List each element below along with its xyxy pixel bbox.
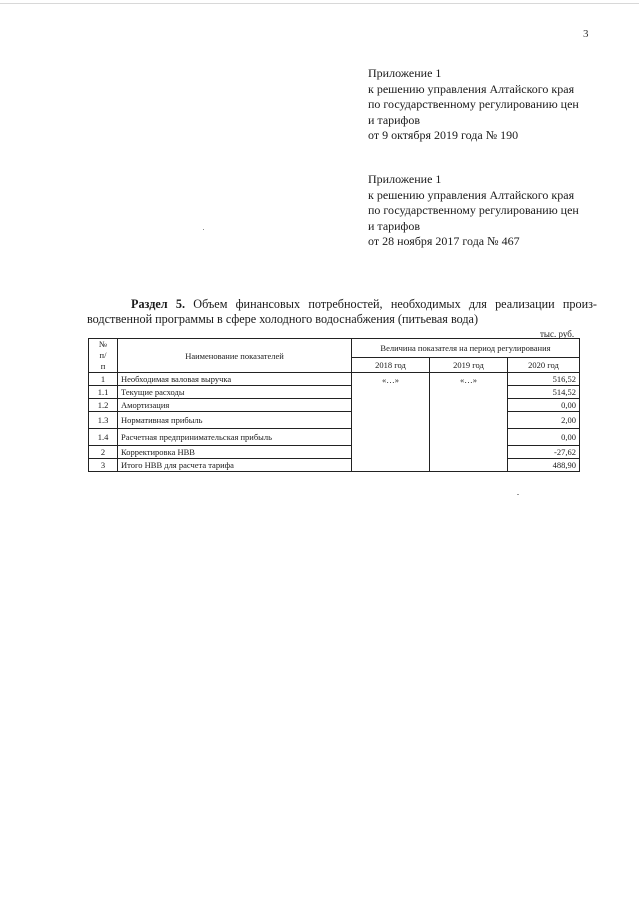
appendix-line: по государственному регулированию цен xyxy=(368,203,579,217)
header-num-part: п/ xyxy=(99,350,107,360)
row-num: 1.4 xyxy=(89,429,118,446)
table-row xyxy=(89,373,580,386)
appendix-original-block xyxy=(368,172,618,250)
omitted-2019: «…» xyxy=(430,373,508,472)
row-value-2020: 488,90 xyxy=(508,459,580,472)
header-num-part: № xyxy=(98,339,108,349)
omitted-2018: «…» xyxy=(352,373,430,472)
row-name: Необходимая валовая выручка xyxy=(118,373,352,386)
page-number: 3 xyxy=(583,28,589,40)
appendix-title: Приложение 1 xyxy=(368,172,442,186)
row-name: Корректировка НВВ xyxy=(118,446,352,459)
row-value-2020: 2,00 xyxy=(508,412,580,429)
row-name: Амортизация xyxy=(118,399,352,412)
section-heading-line2: водственной программы в сфере холодного водоснабжения (питьевая вода) xyxy=(87,312,479,326)
row-num: 1.3 xyxy=(89,412,118,429)
appendix-date: от 28 ноября 2017 года № 467 xyxy=(368,234,520,248)
unit-label: тыс. руб. xyxy=(540,329,575,339)
header-year-2020: 2020 год xyxy=(508,357,580,372)
row-value-2020: 516,52 xyxy=(508,373,580,386)
appendix-current-block xyxy=(368,66,618,144)
header-year-2018: 2018 год xyxy=(352,357,430,372)
row-value-2020: 0,00 xyxy=(508,399,580,412)
row-name: Текущие расходы xyxy=(118,386,352,399)
header-name: Наименование показателей xyxy=(118,339,352,373)
row-value-2020: 514,52 xyxy=(508,386,580,399)
row-num: 3 xyxy=(89,459,118,472)
appendix-date: от 9 октября 2019 года № 190 xyxy=(368,128,519,142)
header-num-part: п xyxy=(100,361,106,371)
header-year-2019: 2019 год xyxy=(430,357,508,372)
row-num: 2 xyxy=(89,446,118,459)
header-period: Величина показателя на период регулирования xyxy=(352,339,580,358)
row-name: Нормативная прибыль xyxy=(118,412,352,429)
row-num: 1.2 xyxy=(89,399,118,412)
row-name: Расчетная предпринимательская прибыль xyxy=(118,429,352,446)
scan-speck xyxy=(517,494,519,495)
page-top-edge xyxy=(0,3,639,4)
row-name: Итого НВВ для расчета тарифа xyxy=(118,459,352,472)
row-num: 1.1 xyxy=(89,386,118,399)
row-num: 1 xyxy=(89,373,118,386)
appendix-line: по государственному регулированию цен xyxy=(368,97,579,111)
row-value-2020: 0,00 xyxy=(508,429,580,446)
appendix-line: и тарифов xyxy=(368,218,421,233)
section-label: Раздел 5. xyxy=(131,297,186,311)
row-value-2020: -27,62 xyxy=(508,446,580,459)
section-heading xyxy=(87,297,597,327)
appendix-line: и тарифов xyxy=(368,112,421,127)
financial-needs-table xyxy=(88,338,580,472)
header-num xyxy=(89,339,118,373)
section-heading-line1 xyxy=(87,297,597,312)
appendix-line: к решению управления Алтайского края xyxy=(368,187,575,202)
section-text: Объем финансовых потребностей, необходимых для реализации произ- xyxy=(193,297,597,311)
appendix-line: к решению управления Алтайского края xyxy=(368,81,575,96)
table-header-row xyxy=(89,339,580,358)
appendix-title: Приложение 1 xyxy=(368,66,442,80)
scan-speck xyxy=(203,229,204,230)
